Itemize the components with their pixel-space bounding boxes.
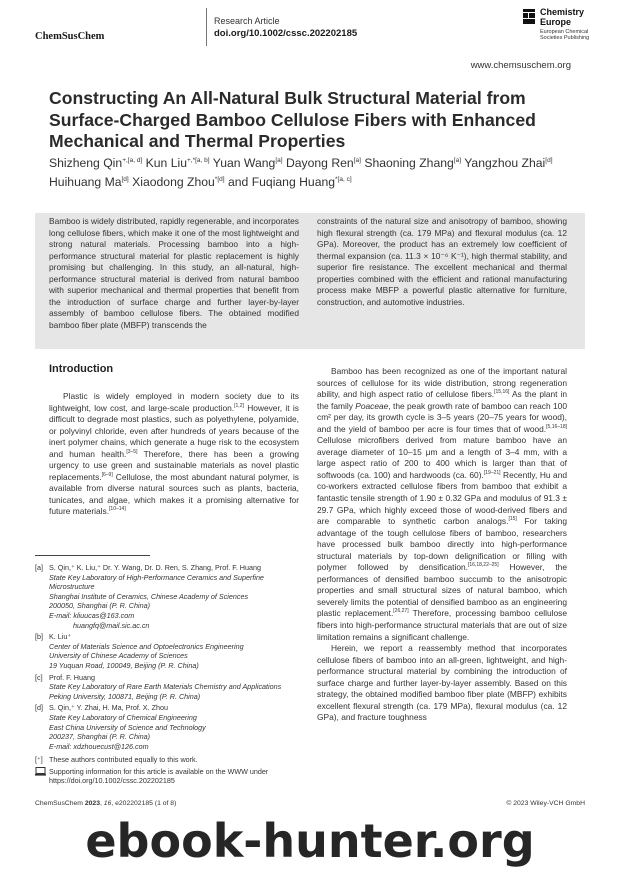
citation[interactable]: [10–14] <box>109 506 126 513</box>
citation[interactable]: [3–5] <box>126 448 138 455</box>
citation[interactable]: [6–9] <box>101 472 113 479</box>
author: Huihuang Ma[d] <box>49 175 129 189</box>
citation[interactable]: [1,2] <box>234 402 244 409</box>
chemistry-europe-logo <box>520 7 616 47</box>
journal-name: ChemSusChem <box>35 31 105 42</box>
abstract-left-column: Bamboo is widely distributed, rapidly regenerable, and incorporates long cellulose fibers, which make it one of the most lightweight and strong natural materials. Processing bamboo into a high-performance structural material for plastic replacement is highly promising but challenging. In this study, an all-natural, high-performance structural material is derived from natural bamboo with superior mechanical and thermal properties that benefit from the introduction of surface charge and further layer-by-layer assembly of bamboo cellulose fibers. The obtained modified bamboo fiber plate (MBFP) transcends the <box>49 216 299 330</box>
affiliation-c: [c] Prof. F. Huang State Key Laboratory of Rare Earth Materials Chemistry and Applications Peking University, 100871, Beijing (P. R. China) <box>35 672 282 701</box>
affiliation-a: [a] S. Qin,⁺ K. Liu,⁺ Dr. Y. Wang, Dr. D. Ren, S. Zhang, Prof. F. Huang State Key Laboratory of High-Performance Ceramics and Superfine Microstructure Shanghai Institute of Ceramics, Chinese Academy of Sciences 200050, Shanghai (P. R. China) E-mail: kliuucas@163.com huangfq@mail.sic.ac.cn <box>35 563 264 630</box>
journal-website[interactable]: www.chemsuschem.org <box>470 60 571 71</box>
author: Yuan Wang[a] <box>212 156 283 170</box>
intro-paragraph: Herein, we report a reassembly method that incorporates cellulose fibers of bamboo into an all-green, lightweight, and high-performance structural material by combining the introduction of surface charge and further layer-by-layer assembly. Based on this strategy, the obtained modified bamboo fiber plate (MBFP) exhibits excellent flexural strength (ca. 179 MPa), flexural modulus (ca. 12 GPa), and fracture toughness <box>317 643 567 723</box>
section-heading-introduction: Introduction <box>49 363 114 375</box>
doi-link[interactable]: doi.org/10.1002/cssc.202202185 <box>214 28 358 39</box>
citation[interactable]: [16,18,22–25] <box>468 562 499 569</box>
affiliation-d: [d] S. Qin,⁺ Y. Zhai, H. Ma, Prof. X. Zhou State Key Laboratory of Chemical Engineering East China University of Science and Technology 200237, Shanghai (P. R. China) E-mail: xdzhouecust@126.com <box>35 703 206 751</box>
watermark: ebook-hunter.org <box>85 814 535 868</box>
monitor-icon <box>35 767 46 776</box>
citation[interactable]: [15,16] <box>494 389 510 396</box>
header-divider <box>206 8 207 46</box>
author: Fuqiang Huang$^{*[a, c]}$ <box>251 175 352 189</box>
article-type: Research Article <box>214 16 280 26</box>
affiliation-b: [b] K. Liu⁺ Center of Materials Science and Optoelectronics Engineering University of Chinese Academy of Sciences 19 Yuquan Road, 100049, Beijing (P. R. China) <box>35 632 244 670</box>
logo-name-line2: Europe <box>540 17 572 27</box>
author: Kun Liu$^{+,*[a, b]}$ <box>145 156 210 170</box>
citation[interactable]: [26,27] <box>393 608 409 615</box>
author: Shaoning Zhang[a] <box>364 156 462 170</box>
citation[interactable]: [5,16–18] <box>546 423 567 430</box>
citation[interactable]: [15] <box>508 516 517 523</box>
affiliations <box>35 563 305 786</box>
footnote-divider <box>35 555 150 556</box>
author: Yangzhou Zhai[d] <box>464 156 553 170</box>
author: Xiaodong Zhou$^{*[d]}$ <box>132 175 225 189</box>
intro-paragraph: Plastic is widely employed in modern society due to its lightweight, low cost, and large-scale production.[1,2] However, it is difficult to degrade most plastics, such as polyethylene, polyamide, or polyvinyl chloride, even after hundreds of years because of the inert polymer chains, which generate a huge risk to the ecosystem and human health.[3–5] Therefore, there has been a growing urgency to use green and sustainable materials as novel plastic replacements.[6–9] Cellulose, the most abundant natural polymer, is available from diverse natural sources such as plants, bacteria, tunicates, and algae, which makes it a promising alternative for future materials.[10–14] <box>49 391 299 517</box>
page-footer-citation: ChemSusChem 2023, 16, e202202185 (1 of 8) <box>35 800 177 807</box>
flask-icon <box>522 9 536 25</box>
author: Dayong Ren[a] <box>285 156 361 170</box>
logo-name-line1: Chemistry <box>540 7 585 17</box>
citation[interactable]: [19–21] <box>483 470 501 477</box>
logo-sub-line1: European Chemical <box>540 29 589 35</box>
equal-contribution-note: [⁺] These authors contributed equally to this work. <box>35 755 198 765</box>
abstract-right-column: constraints of the natural size and anisotropy of bamboo, showing high flexural strength (ca. 179 MPa) and flexural modulus (ca. 12 GPa). Moreover, the product has an extremely low coefficient of thermal expansion (ca. 11.3 × 10⁻⁶ K⁻¹), high thermal stability, and superior fire resistance. The excellent mechanical and thermal properties combined with the efficient and rational manufacturing process make MBFP a powerful plastic alternative for furniture, construction, and automotive industries. <box>317 216 567 307</box>
copyright-notice: © 2023 Wiley-VCH GmbH <box>506 800 585 807</box>
intro-paragraph: Bamboo has been recognized as one of the important natural sources of cellulose for its wide distribution, strong regeneration ability, and high aspect ratio of cellulose fibers.[15,16] As the plant in the family Poaceae, the peak growth rate of bamboo can reach 100 cm² per day, its growth cycle is 3–5 years (20–75 years for wood), and the yield of bamboo per acre is four times that of wood.[5,16–18] Cellulose microfibers derived from mature bamboo have an average diameter of 10–15 μm and a length of 3–4 mm, with a large aspect ratio of 200 to 400 which is larger than that of softwoods (ca. 100) and hardwoods (ca. 60).[19–21] Recently, Hu and co-workers extracted cellulose fibers from bamboo that exhibit a fantastic tensile strength of 1.90 ± 0.32 GPa and modulus of 91.3 ± 29.7 GPa, which highly exceed those of wood-derived fibers and are comparable to synthetic carbon analogs.[15] For taking advantage of the tough cellulose fibers of bamboo, researchers have processed bulk bamboo directly into high-performance structural materials by top-down delignification or filling with polymer followed by densification.[16,18,22–25] However, the performances of densified bamboo succumb to the anisotropic properties and small structural sizes of natural bamboo, which severely limits the potential of densified bamboo as an engineering plastic replacement.[26,27] Therefore, processing bamboo cellulose fibers into high-performance structural materials that are out of size limitation remains a significant challenge. <box>317 366 568 642</box>
intro-left-column <box>49 391 299 518</box>
intro-right-column <box>317 366 567 724</box>
article-title: Constructing An All-Natural Bulk Structural Material from Surface-Charged Bamboo Cellulose Fibers with Enhanced Mechanical and Thermal Properties <box>49 88 536 151</box>
authors-joiner: and <box>227 175 249 189</box>
supporting-info-note[interactable]: Supporting information for this article is available on the WWW under https://doi.org/10.1002/cssc.202202185 <box>35 767 305 786</box>
author-list <box>49 154 579 192</box>
logo-sub-line2: Societies Publishing <box>540 35 590 41</box>
author: Shizheng Qin$^{+,[a, d]}$ <box>49 156 143 170</box>
